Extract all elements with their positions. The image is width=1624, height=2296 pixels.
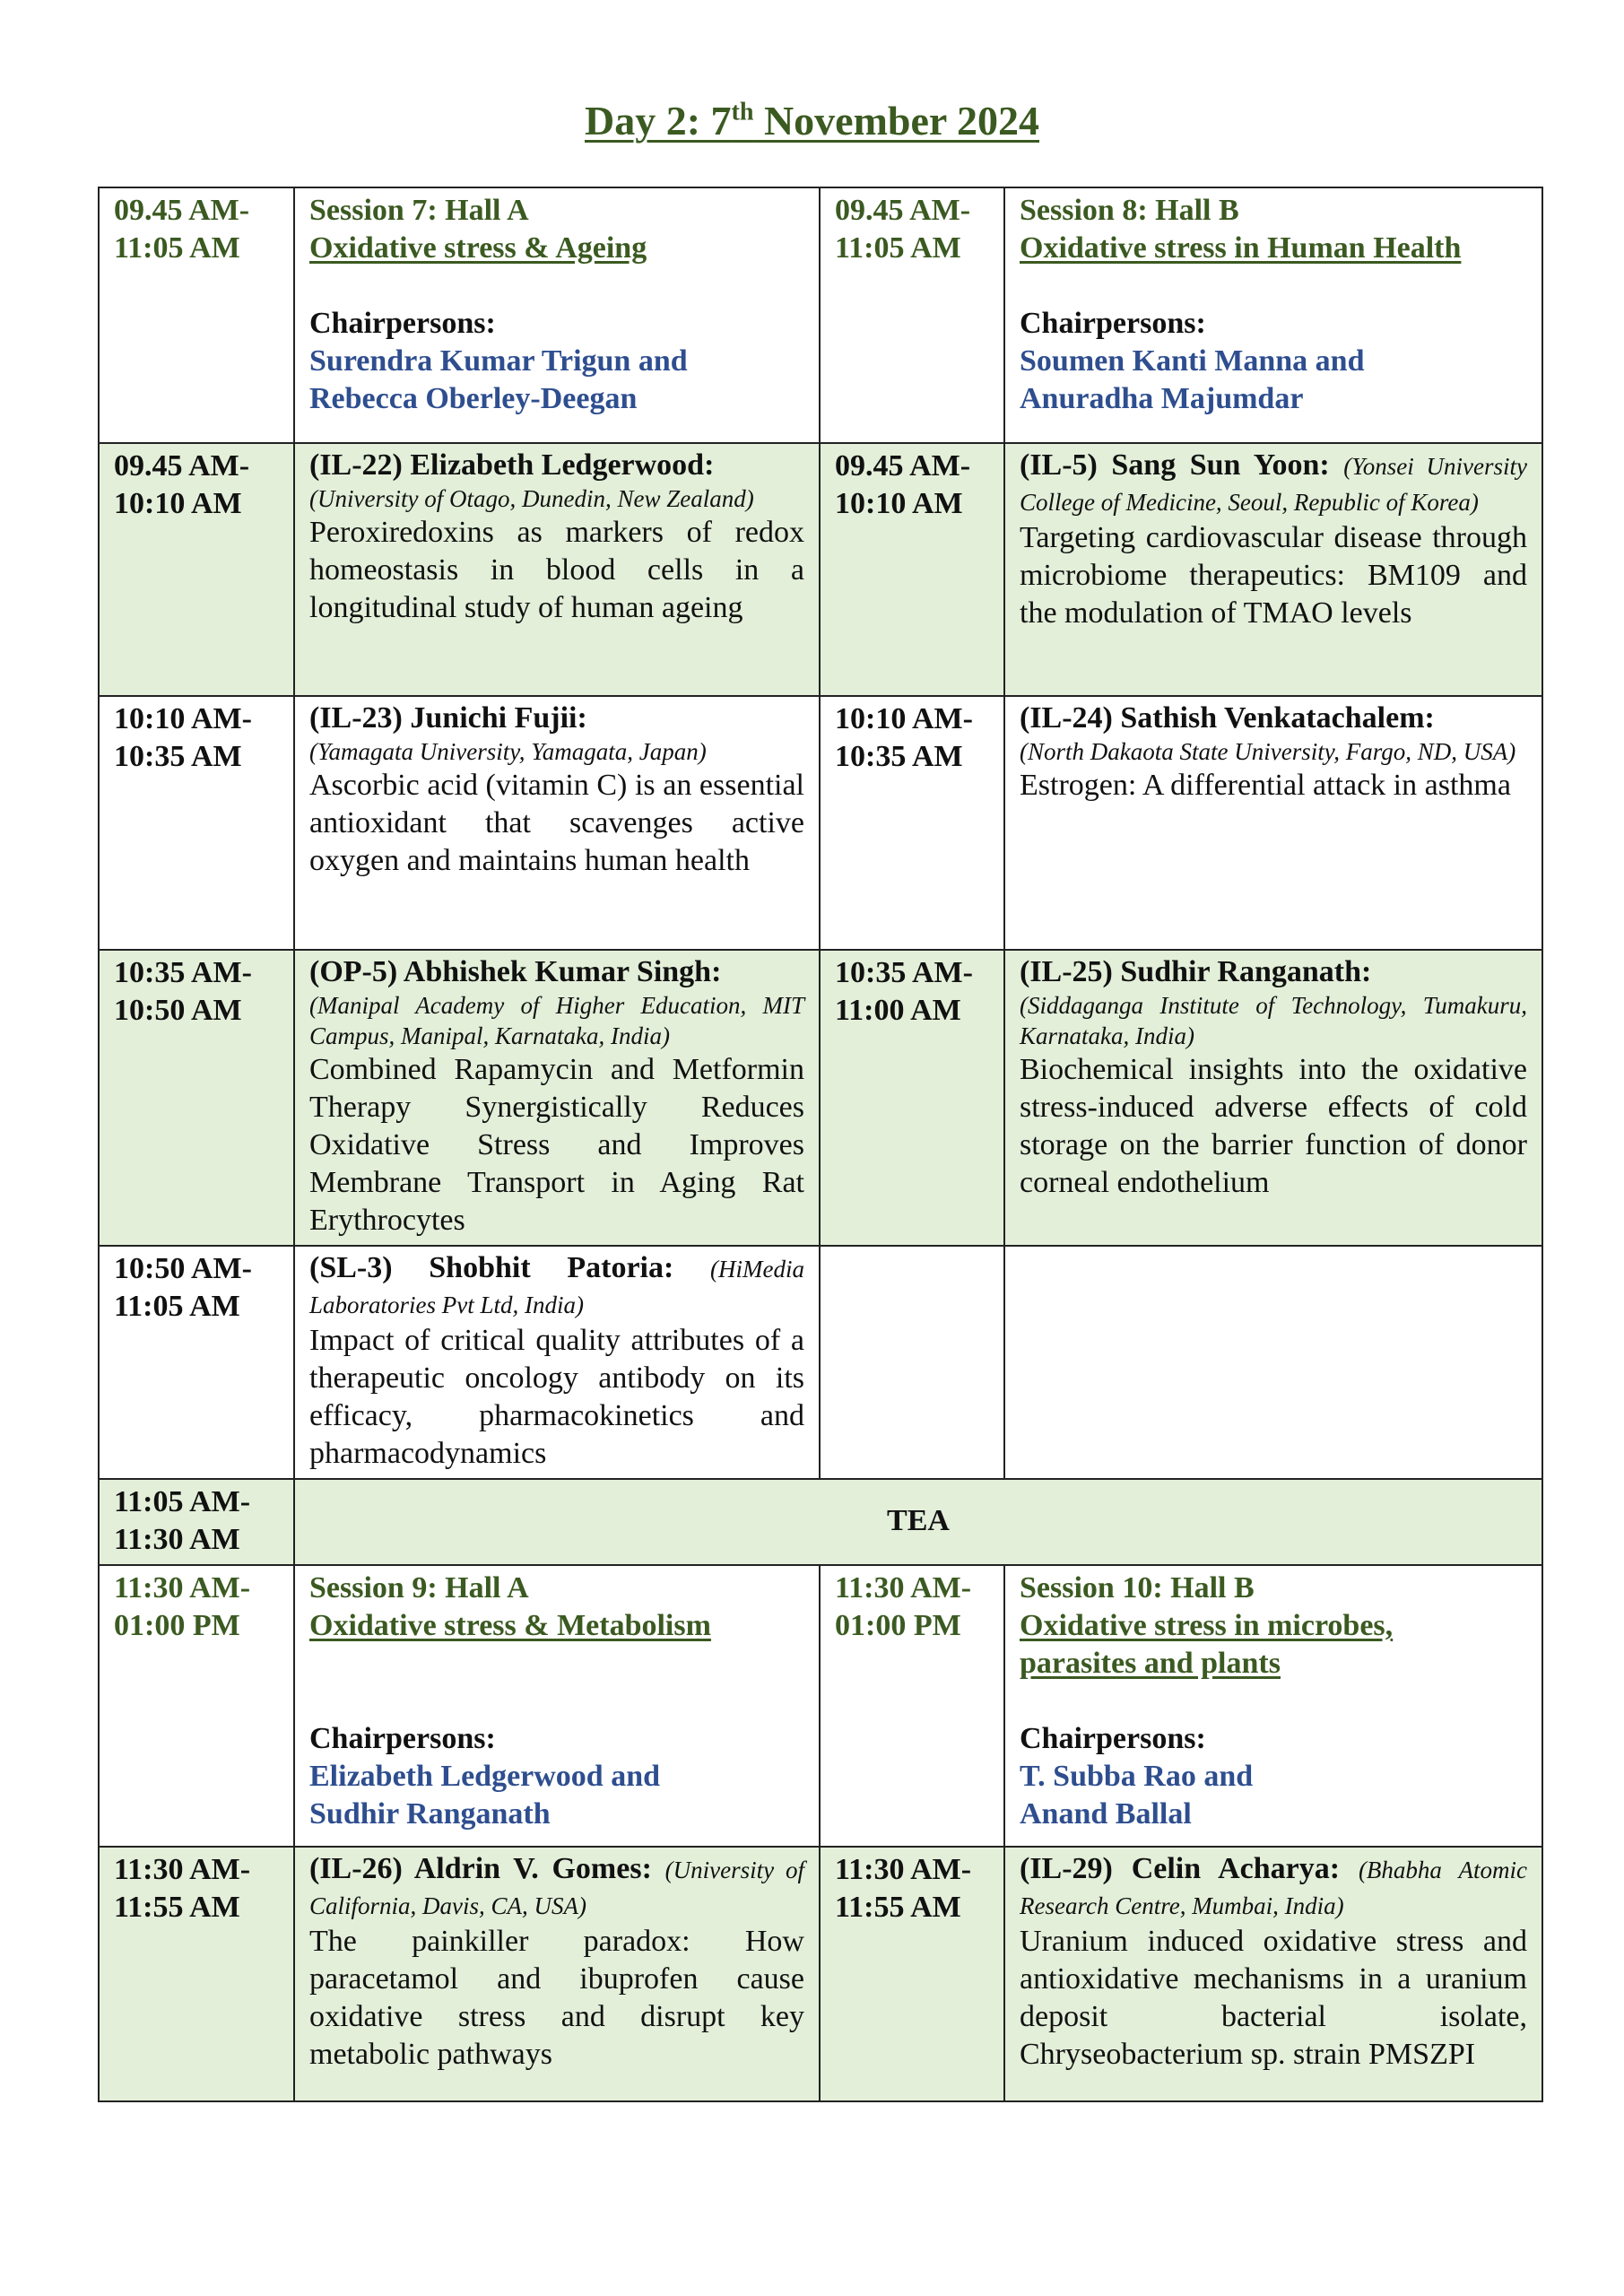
speaker-name: (OP-5) Abhishek Kumar Singh: <box>309 955 722 988</box>
talk-cell <box>294 443 820 696</box>
session-heading: Session 10: Hall B <box>1020 1571 1255 1605</box>
talk-cell <box>1004 950 1542 1246</box>
time-cell: 10:10 AM- 10:35 AM <box>99 696 294 950</box>
tea-break: TEA <box>294 1479 1542 1565</box>
chairperson-name: Soumen Kanti Manna and <box>1020 344 1365 378</box>
affiliation: (University of Otago, Dunedin, New Zealand) <box>309 485 754 512</box>
talk-title: Ascorbic acid (vitamin C) is an essential antioxidant that scavenges active oxygen and maintains human health <box>309 769 804 877</box>
session-heading: Session 8: Hall B <box>1020 194 1239 227</box>
affiliation: (Manipal Academy of Higher Education, MIT Campus, Manipal, Karnataka, India) <box>309 992 804 1049</box>
talk-cell <box>1004 443 1542 696</box>
affiliation: (HiMedia Laboratories Pvt Ltd, India) <box>309 1256 804 1318</box>
speaker-name: (IL-5) Sang Sun Yoon: <box>1020 448 1330 482</box>
time-cell: 09.45 AM- 10:10 AM <box>99 443 294 696</box>
session-heading: Session 9: Hall A <box>309 1571 529 1605</box>
talk-cell <box>294 696 820 950</box>
time-cell: 11:30 AM- 11:55 AM <box>820 1847 1004 2101</box>
talk-heading <box>309 1851 804 1923</box>
time-cell: 09.45 AM- 10:10 AM <box>820 443 1004 696</box>
page-title: Day 2: 7th November 2024 <box>585 98 1039 144</box>
tea-row <box>99 1479 1542 1565</box>
speaker-name: (IL-26) Aldrin V. Gomes: <box>309 1852 652 1885</box>
time-cell: 11:30 AM- 01:00 PM <box>99 1565 294 1847</box>
chairperson-name: Sudhir Ranganath <box>309 1797 551 1831</box>
chairperson-name: Anuradha Majumdar <box>1020 382 1304 415</box>
talk-title: Peroxiredoxins as markers of redox homeostasis in blood cells in a longitudinal study of human ageing <box>309 516 804 624</box>
talk-row <box>99 443 1542 696</box>
affiliation: (Siddaganga Institute of Technology, Tumakuru, Karnataka, India) <box>1020 992 1527 1049</box>
time-cell: 11:30 AM- 01:00 PM <box>820 1565 1004 1847</box>
session-cell <box>294 1565 820 1847</box>
talk-cell <box>1004 696 1542 950</box>
chairpersons-label: Chairpersons: <box>309 307 496 340</box>
time-cell: 10:35 AM- 10:50 AM <box>99 950 294 1246</box>
empty-cell <box>1004 1246 1542 1479</box>
affiliation: (Yonsei University College of Medicine, Seoul, Republic of Korea) <box>1020 453 1527 516</box>
session-title: Oxidative stress in microbes, <box>1020 1609 1394 1642</box>
chairperson-name: Rebecca Oberley-Deegan <box>309 382 638 415</box>
time-cell: 11:05 AM- 11:30 AM <box>99 1479 294 1565</box>
session-heading: Session 7: Hall A <box>309 194 529 227</box>
affiliation: (University of California, Davis, CA, USA) <box>309 1857 805 1919</box>
speaker-name: (IL-29) Celin Acharya: <box>1020 1852 1341 1885</box>
talk-title: Estrogen: A differential attack in asthma <box>1020 769 1511 802</box>
time-cell: 10:50 AM- 11:05 AM <box>99 1246 294 1479</box>
chairperson-name: Anand Ballal <box>1020 1797 1192 1831</box>
session-title: parasites and plants <box>1020 1647 1281 1680</box>
talk-title: Impact of critical quality attributes of a therapeutic oncology antibody on its efficacy, pharmacokinetics and pharmacodynamics <box>309 1324 804 1470</box>
speaker-name: (IL-23) Junichi Fujii: <box>309 701 587 735</box>
speaker-name: (IL-24) Sathish Venkatachalem: <box>1020 701 1435 735</box>
talk-cell <box>294 1847 820 2101</box>
talk-title: Uranium induced oxidative stress and antioxidative mechanisms in a uranium deposit bacterial isolate, Chryseobacterium sp. strain PMSZPI <box>1020 1925 1527 2071</box>
chairperson-name: Elizabeth Ledgerwood and <box>309 1760 661 1793</box>
talk-title: The painkiller paradox: How paracetamol and ibuprofen cause oxidative stress and disrupt key metabolic pathways <box>309 1925 804 2071</box>
time-cell: 10:10 AM- 10:35 AM <box>820 696 1004 950</box>
empty-cell <box>820 1246 1004 1479</box>
chairpersons-label: Chairpersons: <box>309 1722 496 1755</box>
time-cell: 10:35 AM- 11:00 AM <box>820 950 1004 1246</box>
session-title: Oxidative stress in Human Health <box>1020 231 1462 265</box>
session-cell <box>294 187 820 443</box>
affiliation: (Yamagata University, Yamagata, Japan) <box>309 738 707 765</box>
talk-row <box>99 1246 1542 1479</box>
session-row <box>99 1565 1542 1847</box>
chairpersons-label: Chairpersons: <box>1020 1722 1206 1755</box>
talk-row <box>99 950 1542 1246</box>
chairperson-name: Surendra Kumar Trigun and <box>309 344 688 378</box>
speaker-name: (IL-22) Elizabeth Ledgerwood: <box>309 448 715 482</box>
time-cell: 11:30 AM- 11:55 AM <box>99 1847 294 2101</box>
session-title: Oxidative stress & Ageing <box>309 231 647 265</box>
talk-heading <box>1020 1851 1527 1923</box>
talk-row <box>99 1847 1542 2101</box>
talk-cell <box>294 1246 820 1479</box>
talk-row <box>99 696 1542 950</box>
talk-cell <box>1004 1847 1542 2101</box>
talk-heading <box>309 1250 804 1322</box>
session-title: Oxidative stress & Metabolism <box>309 1609 711 1642</box>
talk-title: Combined Rapamycin and Metformin Therapy Synergistically Reduces Oxidative Stress and Improves Membrane Transport in Aging Rat Erythrocytes <box>309 1053 804 1237</box>
talk-cell <box>294 950 820 1246</box>
talk-heading <box>1020 448 1527 519</box>
time-cell: 09.45 AM- 11:05 AM <box>99 187 294 443</box>
session-row <box>99 187 1542 443</box>
affiliation: (North Dakaota State University, Fargo, ND, USA) <box>1020 738 1516 765</box>
speaker-name: (IL-25) Sudhir Ranganath: <box>1020 955 1372 988</box>
session-cell <box>1004 187 1542 443</box>
time-cell: 09.45 AM- 11:05 AM <box>820 187 1004 443</box>
talk-title: Biochemical insights into the oxidative stress-induced adverse effects of cold storage on the barrier function of donor corneal endothelium <box>1020 1053 1527 1199</box>
session-cell <box>1004 1565 1542 1847</box>
schedule-table <box>98 187 1543 2102</box>
speaker-name: (SL-3) Shobhit Patoria: <box>309 1251 674 1284</box>
affiliation: (Bhabha Atomic Research Centre, Mumbai, India) <box>1020 1857 1527 1919</box>
talk-title: Targeting cardiovascular disease through microbiome therapeutics: BM109 and the modulation of TMAO levels <box>1020 521 1527 630</box>
chairperson-name: T. Subba Rao and <box>1020 1760 1254 1793</box>
chairpersons-label: Chairpersons: <box>1020 307 1206 340</box>
